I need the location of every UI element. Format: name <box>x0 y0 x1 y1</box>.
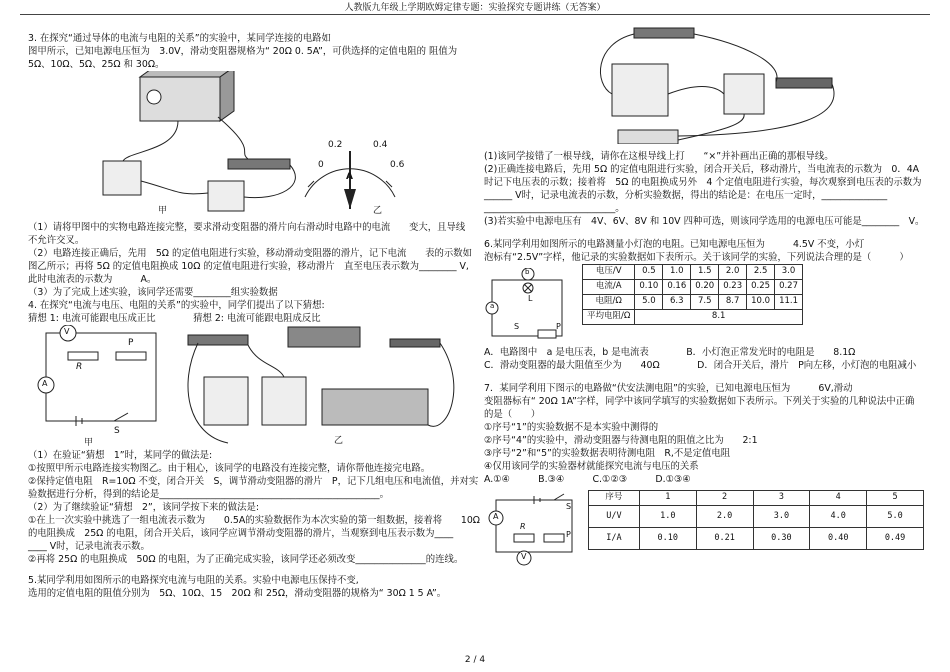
q4-sub-line: （2）为了继续验证“猜想 2”，该同学按下来的做法是: <box>28 502 260 513</box>
q4-sub-line: ②保持定值电阻 R=10Ω 不变，闭合开关 S，调节滑动变阻器的滑片 P，记下几组电压和电流值，并对实 <box>28 476 479 487</box>
q7-line: 变阻器标有“ 20Ω 1A”字样，同学中该同学填写的实验数据如下表所示。下列关于实验的几种说法中正确 <box>484 396 915 407</box>
q4-circuit-drawing <box>28 325 468 449</box>
table-cell: 1.0 <box>663 265 691 280</box>
circuit-label: L <box>528 294 533 303</box>
row-label: 电流/A <box>583 280 635 295</box>
q4-line: 猜想 1: 电流可能跟电压成正比 猜想 2: 电流可能跟电阻成反比 <box>28 313 321 324</box>
q3-line: 图甲所示，已知电源电压恒为 3.0V，滑动变阻器规格为“ 20Ω 0. 5A”，可供选择的定值电阻的 阻值为 <box>28 46 458 57</box>
q4-line: 4. 在探究“电流与电压、电阻的关系”的实验中，同学们提出了以下猜想: <box>28 300 325 311</box>
q4-sub-line: 的电阻换成 25Ω 的电阻，闭合开关后，该同学应调节滑动变阻器的滑片，当观察到电压表示数为____ <box>28 528 454 539</box>
q3-line: 5Ω、10Ω、5Ω、25Ω 和 30Ω。 <box>28 59 165 70</box>
table-cell: 0.10 <box>635 280 663 295</box>
circuit-label: V <box>64 327 70 336</box>
table-cell: 0.25 <box>747 280 775 295</box>
q7-line: A.①④ B.③④ C.①②③ D.①③④ <box>484 474 691 485</box>
q3-sub-line: 图乙所示；再将 5Ω 的定值电阻换成 10Ω 的定值电阻进行实验，移动滑片 直至电压表示数为________ V, <box>28 261 469 272</box>
table-cell: 7.5 <box>691 295 719 310</box>
q4-sub-line: ____ V时，记录电流表示数。 <box>28 541 150 552</box>
q7-line: ①序号“1”的实验数据不是本实验中测得的 <box>484 422 659 433</box>
q4-sub-line: 验数据进行分析，得到的结论是_______________________________________________。 <box>28 489 389 500</box>
q6-options <box>484 346 924 372</box>
meter-tick: 0.6 <box>390 160 405 170</box>
q4-sub-line: ①按照甲所示电路连接实物图乙。由于粗心，该同学的电路没有连接完整，请你帮他连接完电路。 <box>28 463 431 474</box>
circuit-label: S <box>566 502 572 511</box>
q7-line: 7．某同学利用下图示的电路做“伏安法测电阻”的实验，已知电源电压恒为 6V,滑动 <box>484 383 853 394</box>
table-cell: 3.0 <box>753 506 810 528</box>
meter-tick: 0.2 <box>328 140 343 150</box>
q3-sub-line: （2）电路连接正确后，先用 5Ω 的定值电阻进行实验，移动滑动变阻器的滑片，记下电流 表的示数如 <box>28 248 472 259</box>
table-cell: 0.40 <box>810 528 867 550</box>
table-row <box>589 506 924 528</box>
header-rule <box>20 14 930 15</box>
table-cell: 11.1 <box>775 295 803 310</box>
q5-sub-line: (3)若实验中电源电压有 4V、6V、8V 和 10V 四种可选，则该同学选用的电源电压可能是________ V。 <box>484 216 925 227</box>
table-row <box>583 310 803 325</box>
table-cell: 6.3 <box>663 295 691 310</box>
table-header: 4 <box>810 491 867 506</box>
q4-sub-line: ②再将 25Ω 的电阻换成 50Ω 的电阻，为了正确完成实验，该同学还必须改变_______________的连线。 <box>28 554 464 565</box>
q6-option-line: C．滑动变阻器的最大阻值至少为 40Ω D．闭合开关后，滑片 P向左移，小灯泡的电阻减小 <box>484 360 917 371</box>
table-cell: 10.0 <box>747 295 775 310</box>
q6-data-table <box>582 264 803 325</box>
row-label: 平均电阻/Ω <box>583 310 635 325</box>
q5-sub-line: (1)该同学接错了一根导线，请你在这根导线上打 “×”并补画出正确的那根导线。 <box>484 151 834 162</box>
q6-line: 泡标有“2.5V”字样，他记录的实验数据如下表所示。关于该同学的实验，下列说法合理的是（ ） <box>484 252 909 263</box>
table-cell: 1.0 <box>639 506 696 528</box>
row-label: U/V <box>589 506 640 528</box>
q5-sub-line: (2)正确连接电路后，先用 5Ω 的定值电阻进行实验，闭合开关后，移动滑片，当电流表的示数为 0．4A <box>484 164 920 175</box>
q3-sub-line: （3）为了完成上述实验，该同学还需要________组实验数据 <box>28 287 278 298</box>
meter-tick: 0 <box>318 160 324 170</box>
table-header: 2 <box>696 491 753 506</box>
q3-block <box>28 32 468 71</box>
circuit-label: S <box>114 426 120 436</box>
q3-sub-line: 此时电流表的示数为 A。 <box>28 274 157 285</box>
q7-data-table <box>588 490 924 550</box>
page-header: 人教版九年级上学期欧姆定律专题：实验探究专题讲练（无答案） <box>344 3 606 13</box>
circuit-label: b <box>525 268 530 276</box>
table-header-row <box>589 491 924 506</box>
q5-figure <box>484 24 924 144</box>
table-row <box>583 265 803 280</box>
circuit-label: P <box>128 338 134 348</box>
table-cell: 2.5 <box>747 265 775 280</box>
q4-figure <box>28 325 468 449</box>
right-column <box>484 24 924 570</box>
table-cell: 8.1 <box>635 310 803 325</box>
q6-block <box>484 238 924 264</box>
q4-sub-line: （1）在验证“猜想 1”时，某同学的做法是: <box>28 450 213 461</box>
q5-line: 5.某同学利用如图所示的电路探究电流与电阻的关系。实验中电源电压保持不变, <box>28 575 359 586</box>
q6-option-line: A．电路图中 a 是电压表，b 是电流表 B．小灯泡正常发光时的电阻是 8.1Ω <box>484 347 856 358</box>
table-row <box>583 295 803 310</box>
circuit-label: R <box>520 522 526 531</box>
figure-label-yi: 乙 <box>334 436 344 446</box>
q3-figure <box>28 71 468 221</box>
table-header: 序号 <box>589 491 640 506</box>
q5-apparatus-drawing <box>484 24 924 144</box>
circuit-label: a <box>490 302 495 310</box>
q7-block <box>484 382 924 486</box>
table-cell: 5.0 <box>867 506 924 528</box>
table-cell: 0.30 <box>753 528 810 550</box>
q7-line: ④仅用该同学的实验器材就能探究电流与电压的关系 <box>484 461 699 472</box>
circuit-label: P <box>556 322 561 331</box>
table-cell: 1.5 <box>691 265 719 280</box>
q5-questions <box>484 150 924 228</box>
table-cell: 3.0 <box>775 265 803 280</box>
q7-line: ②序号“4”的实验中，滑动变阻器与待测电阻的阻值之比为 2:1 <box>484 435 758 446</box>
q6-line: 6.某同学利用如图所示的电路测量小灯泡的电阻。已知电源电压恒为 4.5V 不变，小灯 <box>484 239 865 250</box>
q5-block <box>28 574 468 600</box>
table-cell: 0.23 <box>719 280 747 295</box>
table-cell: 2.0 <box>719 265 747 280</box>
circuit-label: V <box>521 552 527 561</box>
table-row <box>589 528 924 550</box>
row-label: 电阻/Ω <box>583 295 635 310</box>
table-row <box>583 280 803 295</box>
q3-sub-line: 不允许交叉。 <box>28 235 85 246</box>
q3-sub-line: （1）请将甲图中的实物电路连接完整，要求滑动变阻器的滑片向右滑动时电路中的电流 变大，且导线 <box>28 222 466 233</box>
figure-label-jia: 甲 <box>84 438 94 448</box>
q7-line: ③序号“2”和“5”的实验数据表明待测电阻 R,不是定值电阻 <box>484 448 731 459</box>
circuit-label: A <box>42 379 48 388</box>
table-cell: 2.0 <box>696 506 753 528</box>
q4-block <box>28 299 468 325</box>
row-label: 电压/V <box>583 265 635 280</box>
q5-sub-line: 时记下电压表的示数；接着将 5Ω 的电阻换成另外 4 个定值电阻进行实验，每次观察到电压表的示数为 <box>484 177 922 188</box>
circuit-label: R <box>76 362 83 372</box>
circuit-label: A <box>493 512 499 521</box>
left-column <box>28 32 480 600</box>
table-header: 5 <box>867 491 924 506</box>
q6-figure <box>484 264 924 346</box>
table-cell: 0.16 <box>663 280 691 295</box>
table-cell: 0.10 <box>639 528 696 550</box>
table-cell: 0.21 <box>696 528 753 550</box>
meter-unit: A <box>346 172 353 182</box>
circuit-label: P <box>566 530 571 539</box>
row-label: I/A <box>589 528 640 550</box>
q5-sub-line: ____________________________。 <box>484 203 625 214</box>
table-cell: 0.20 <box>691 280 719 295</box>
table-cell: 0.27 <box>775 280 803 295</box>
q3-line: 3. 在探究“通过导体的电流与电阻的关系”的实验中，某同学连接的电路如 <box>28 33 331 44</box>
q4-questions <box>28 449 480 566</box>
q5-line: 选用的定值电阻的阻值分别为 5Ω、10Ω、15 20Ω 和 25Ω，滑动变阻器的规格为“ 30Ω 1 5 A”。 <box>28 588 447 599</box>
page-number: 2 / 4 <box>464 655 486 665</box>
table-cell: 0.5 <box>635 265 663 280</box>
q4-sub-line: ①在上一次实验中挑选了一组电流表示数为 0.5A的实验数据作为本次实验的第一组数据，接着将 10Ω <box>28 515 480 526</box>
q3-questions <box>28 221 472 299</box>
table-cell: 5.0 <box>635 295 663 310</box>
table-header: 3 <box>753 491 810 506</box>
meter-tick: 0.4 <box>373 140 388 150</box>
q6-circuit-drawing <box>484 268 576 348</box>
circuit-label: S <box>514 322 520 331</box>
table-cell: 8.7 <box>719 295 747 310</box>
table-cell: 0.49 <box>867 528 924 550</box>
table-header: 1 <box>639 491 696 506</box>
q7-figure <box>484 490 924 570</box>
q7-line: 的是（ ） <box>484 409 541 420</box>
figure-label-yi: 乙 <box>373 206 383 216</box>
q5-sub-line: ______ V时，记录电流表的示数，分析实验数据，得出的结论是：在电压一定时，______________ <box>484 190 888 201</box>
figure-label-jia: 甲 <box>158 206 168 216</box>
table-cell: 4.0 <box>810 506 867 528</box>
